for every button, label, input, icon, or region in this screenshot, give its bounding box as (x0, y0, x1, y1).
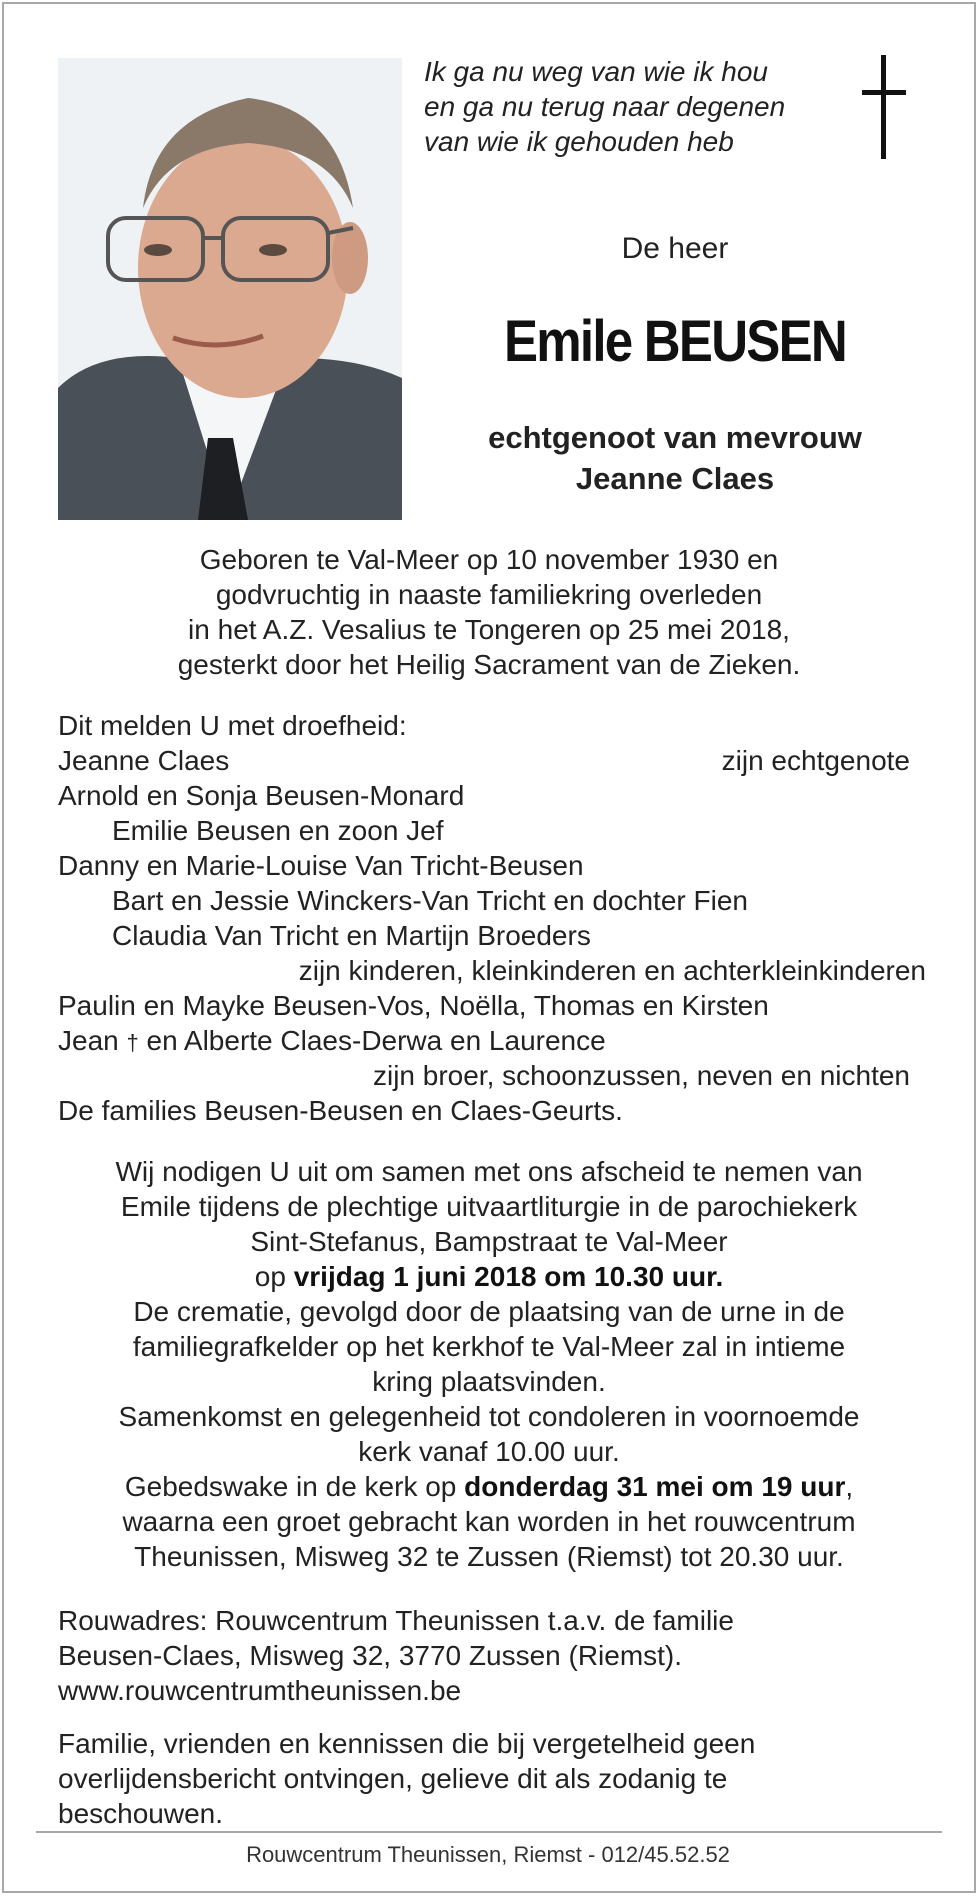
invite-line: familiegrafkelder op het kerkhof te Val-Meer zal in intieme (132, 1331, 846, 1362)
detail-line: godvruchtig in naaste familiekring overleden (215, 579, 763, 610)
website-link[interactable]: www.rouwcentrumtheunissen.be (58, 1675, 462, 1706)
list-item: Bart en Jessie Winckers-Van Tricht en dochter Fien (112, 885, 748, 916)
mourner-name: Jean (58, 1025, 127, 1056)
birth-death-details (58, 542, 920, 682)
invite-line (58, 1469, 920, 1504)
list-item (58, 953, 926, 988)
invite-line: Emile tijdens de plechtige uitvaartliturgie in de parochiekerk (120, 1191, 858, 1222)
invite-line: kerk vanaf 10.00 uur. (358, 1436, 620, 1467)
invite-line: Theunissen, Misweg 32 te Zussen (Riemst) tot 20.30 uur. (134, 1541, 844, 1572)
invite-text: op (254, 1261, 294, 1292)
spouse-line: echtgenoot van mevrouw (488, 420, 862, 455)
list-item: Emilie Beusen en zoon Jef (112, 815, 444, 846)
detail-line: gesterkt door het Heilig Sacrament van de Zieken. (177, 649, 801, 680)
invite-line: Sint-Stefanus, Bampstraat te Val-Meer (250, 1226, 728, 1257)
invite-line: waarna een groet gebracht kan worden in het rouwcentrum (122, 1506, 856, 1537)
spouse-name: Jeanne Claes (575, 461, 775, 496)
mourners-list (58, 708, 926, 1128)
notice-line: overlijdensbericht ontvingen, gelieve dit als zodanig te (58, 1763, 728, 1794)
invite-line: Samenkomst en gelegenheid tot condoleren in voornoemde (118, 1401, 860, 1432)
invite-text: Gebedswake in de kerk op (124, 1471, 465, 1502)
relation-label: zijn kinderen, kleinkinderen en achterkleinkinderen (298, 955, 926, 986)
funeral-invitation (58, 1154, 920, 1574)
address-line: Rouwadres: Rouwcentrum Theunissen t.a.v. de familie (58, 1605, 734, 1636)
address-line: Beusen-Claes, Misweg 32, 3770 Zussen (Riemst). (58, 1640, 683, 1671)
list-item: Claudia Van Tricht en Martijn Broeders (112, 920, 591, 951)
latin-cross-icon (862, 55, 906, 160)
invite-line: Wij nodigen U uit om samen met ons afscheid te nemen van (115, 1156, 863, 1187)
poem-line: en ga nu terug naar degenen (424, 91, 786, 122)
salutation: De heer (621, 232, 729, 265)
list-item (58, 1023, 920, 1058)
relation-label: zijn broer, schoonzussen, neven en nichten (372, 1060, 910, 1091)
notice-line: Familie, vrienden en kennissen die bij vergetelheid geen (58, 1728, 756, 1759)
detail-line: Geboren te Val-Meer op 10 november 1930 en (199, 544, 779, 575)
invite-line (58, 1259, 920, 1294)
condolence-address (58, 1603, 920, 1708)
footer-divider (36, 1831, 942, 1833)
detail-line: in het A.Z. Vesalius te Tongeren op 25 mei 2018, (188, 614, 790, 645)
funeral-date: vrijdag 1 juni 2018 om 10.30 uur. (293, 1261, 724, 1292)
list-item: Paulin en Mayke Beusen-Vos, Noëlla, Thomas en Kirsten (58, 990, 769, 1021)
mourner-name: Jeanne Claes (58, 745, 230, 776)
list-item: Arnold en Sonja Beusen-Monard (58, 780, 465, 811)
list-item (58, 743, 920, 778)
invite-text: , (845, 1471, 854, 1502)
mourner-name: en Alberte Claes-Derwa en Laurence (138, 1025, 606, 1056)
vigil-date: donderdag 31 mei om 19 uur (464, 1471, 846, 1502)
list-item: De families Beusen-Beusen en Claes-Geurts. (58, 1095, 623, 1126)
poem-line: van wie ik gehouden heb (424, 126, 734, 157)
small-cross-icon: † (126, 1030, 139, 1055)
list-item: Danny en Marie-Louise Van Tricht-Beusen (58, 850, 584, 881)
poem (424, 54, 785, 159)
list-item (58, 1058, 920, 1093)
deceased-name: Emile BEUSEN (504, 309, 846, 374)
footer-text: Rouwcentrum Theunissen, Riemst - 012/45.52.52 (246, 1842, 730, 1867)
mourners-intro: Dit melden U met droefheid: (58, 710, 407, 741)
invite-line: De crematie, gevolgd door de plaatsing van de urne in de (133, 1296, 845, 1327)
invite-line: kring plaatsvinden. (372, 1366, 606, 1397)
notice-text (58, 1726, 920, 1831)
poem-line: Ik ga nu weg van wie ik hou (424, 56, 768, 87)
relation-label: zijn echtgenote (721, 745, 910, 776)
portrait-photo (58, 58, 402, 520)
notice-line: beschouwen. (58, 1798, 224, 1829)
